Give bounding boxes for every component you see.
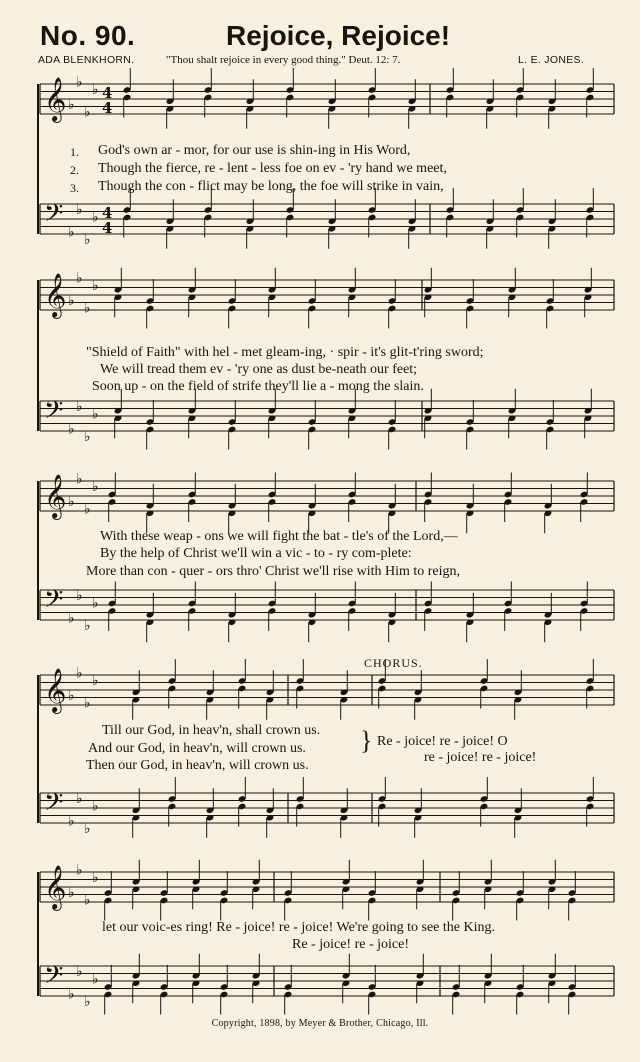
lyric-line: Though the con - flict may be long, the foe will strike in vain,: [98, 179, 444, 194]
lyric-line: More than con - quer - ors thro' Christ we'll rise with Him to reign,: [86, 564, 461, 579]
flat-icon: ♭: [76, 202, 83, 218]
flat-icon: ♭: [76, 471, 83, 488]
flat-icon: ♭: [68, 494, 75, 510]
hymn-title: Rejoice, Rejoice!: [226, 20, 451, 51]
flat-icon: ♭: [84, 892, 91, 909]
treble-clef-icon: 𝄞: [44, 474, 67, 518]
flat-icon: ♭: [68, 421, 75, 438]
flat-icon: ♭: [76, 270, 83, 287]
flat-icon: ♭: [68, 688, 75, 704]
flat-icon: ♭: [76, 964, 83, 980]
flat-icon: ♭: [92, 82, 99, 98]
bass-clef-icon: 𝄢: [44, 396, 64, 431]
flat-icon: ♭: [68, 293, 75, 309]
flat-icon: ♭: [76, 791, 83, 807]
verse-number-2: 2.: [70, 163, 79, 177]
flat-icon: ♭: [92, 479, 99, 495]
bass-clef-icon: 𝄢: [44, 199, 64, 234]
lyric-line: Though the fierce, re - lent - less foe on ev - 'ry hand we meet,: [98, 161, 447, 176]
flat-icon: ♭: [84, 994, 91, 1010]
flat-icon: ♭: [68, 610, 75, 627]
flat-icon: ♭: [76, 399, 83, 415]
flat-icon: ♭: [92, 673, 99, 689]
lyric-line: With these weap - ons we will fight the bat - tle's of the Lord,—: [100, 529, 458, 544]
lyric-line: Re - joice! re - joice!: [292, 937, 409, 952]
hymn-number: No. 90.: [40, 20, 136, 51]
flat-icon: ♭: [84, 695, 91, 712]
lyric-line: Then our God, in heav'n, will crown us.: [86, 758, 309, 773]
copyright-notice: Copyright, 1898, by Meyer & Brother, Chicago, Ill.: [211, 1018, 429, 1029]
treble-clef-icon: 𝄞: [44, 273, 67, 317]
flat-icon: ♭: [84, 429, 91, 445]
chorus-label: CHORUS.: [364, 656, 423, 670]
lyric-brace: }: [360, 726, 373, 755]
flat-icon: ♭: [68, 97, 75, 113]
flat-icon: ♭: [84, 232, 91, 248]
flat-icon: ♭: [92, 971, 99, 988]
flat-icon: ♭: [84, 618, 91, 634]
lyric-line: God's own ar - mor, for our use is shin-ing in His Word,: [98, 143, 411, 158]
flat-icon: ♭: [92, 798, 99, 815]
lyric-line: We will tread them ev - 'ry one as dust be-neath our feet;: [100, 362, 418, 377]
treble-clef-icon: 𝄞: [44, 77, 67, 121]
lyric-line: By the help of Christ we'll win a vic - to - ry com-plete:: [100, 546, 412, 561]
flat-icon: ♭: [68, 885, 75, 901]
flat-icon: ♭: [76, 862, 83, 879]
flat-icon: ♭: [92, 278, 99, 294]
time-signature: 4: [102, 219, 113, 237]
bass-clef-icon: 𝄢: [44, 788, 64, 823]
lyric-line: "Shield of Faith" with hel - met gleam-ing, · spir - it's glit-t'ring sword;: [86, 345, 484, 360]
flat-icon: ♭: [84, 501, 91, 518]
verse-number-1: 1.: [70, 145, 79, 159]
flat-icon: ♭: [92, 209, 99, 226]
flat-icon: ♭: [84, 104, 91, 121]
time-signature: 4: [102, 204, 113, 222]
flat-icon: ♭: [84, 300, 91, 317]
author-credit: ADA BLENKHORN.: [38, 54, 135, 66]
time-signature: 4: [102, 99, 113, 117]
composer-credit: L. E. JONES.: [518, 54, 585, 66]
flat-icon: ♭: [76, 74, 83, 91]
flat-icon: ♭: [92, 870, 99, 886]
flat-icon: ♭: [68, 986, 75, 1003]
lyric-line: Soon up - on the field of strife they'll lie a - mong the slain.: [92, 379, 424, 394]
treble-clef-icon: 𝄞: [44, 865, 67, 909]
flat-icon: ♭: [84, 821, 91, 837]
flat-icon: ♭: [76, 588, 83, 604]
flat-icon: ♭: [68, 813, 75, 830]
bass-clef-icon: 𝄢: [44, 961, 64, 996]
flat-icon: ♭: [92, 406, 99, 423]
flat-icon: ♭: [68, 224, 75, 241]
time-signature: 4: [102, 84, 113, 102]
verse-number-3: 3.: [70, 181, 79, 195]
flat-icon: ♭: [92, 595, 99, 612]
bass-clef-icon: 𝄢: [44, 585, 64, 620]
flat-icon: ♭: [76, 665, 83, 682]
treble-clef-icon: 𝄞: [44, 668, 67, 712]
scripture-reference: "Thou shalt rejoice in every good thing." Deut. 12: 7.: [166, 54, 401, 66]
lyric-line: And our God, in heav'n, will crown us.: [88, 741, 306, 756]
chorus-lyric-top: Re - joice! re - joice! O: [377, 734, 508, 749]
lyric-line: Till our God, in heav'n, shall crown us.: [102, 723, 321, 738]
chorus-lyric-bottom: re - joice! re - joice!: [424, 750, 537, 765]
lyric-line: let our voic-es ring! Re - joice! re - joice! We're going to see the King.: [102, 920, 495, 935]
